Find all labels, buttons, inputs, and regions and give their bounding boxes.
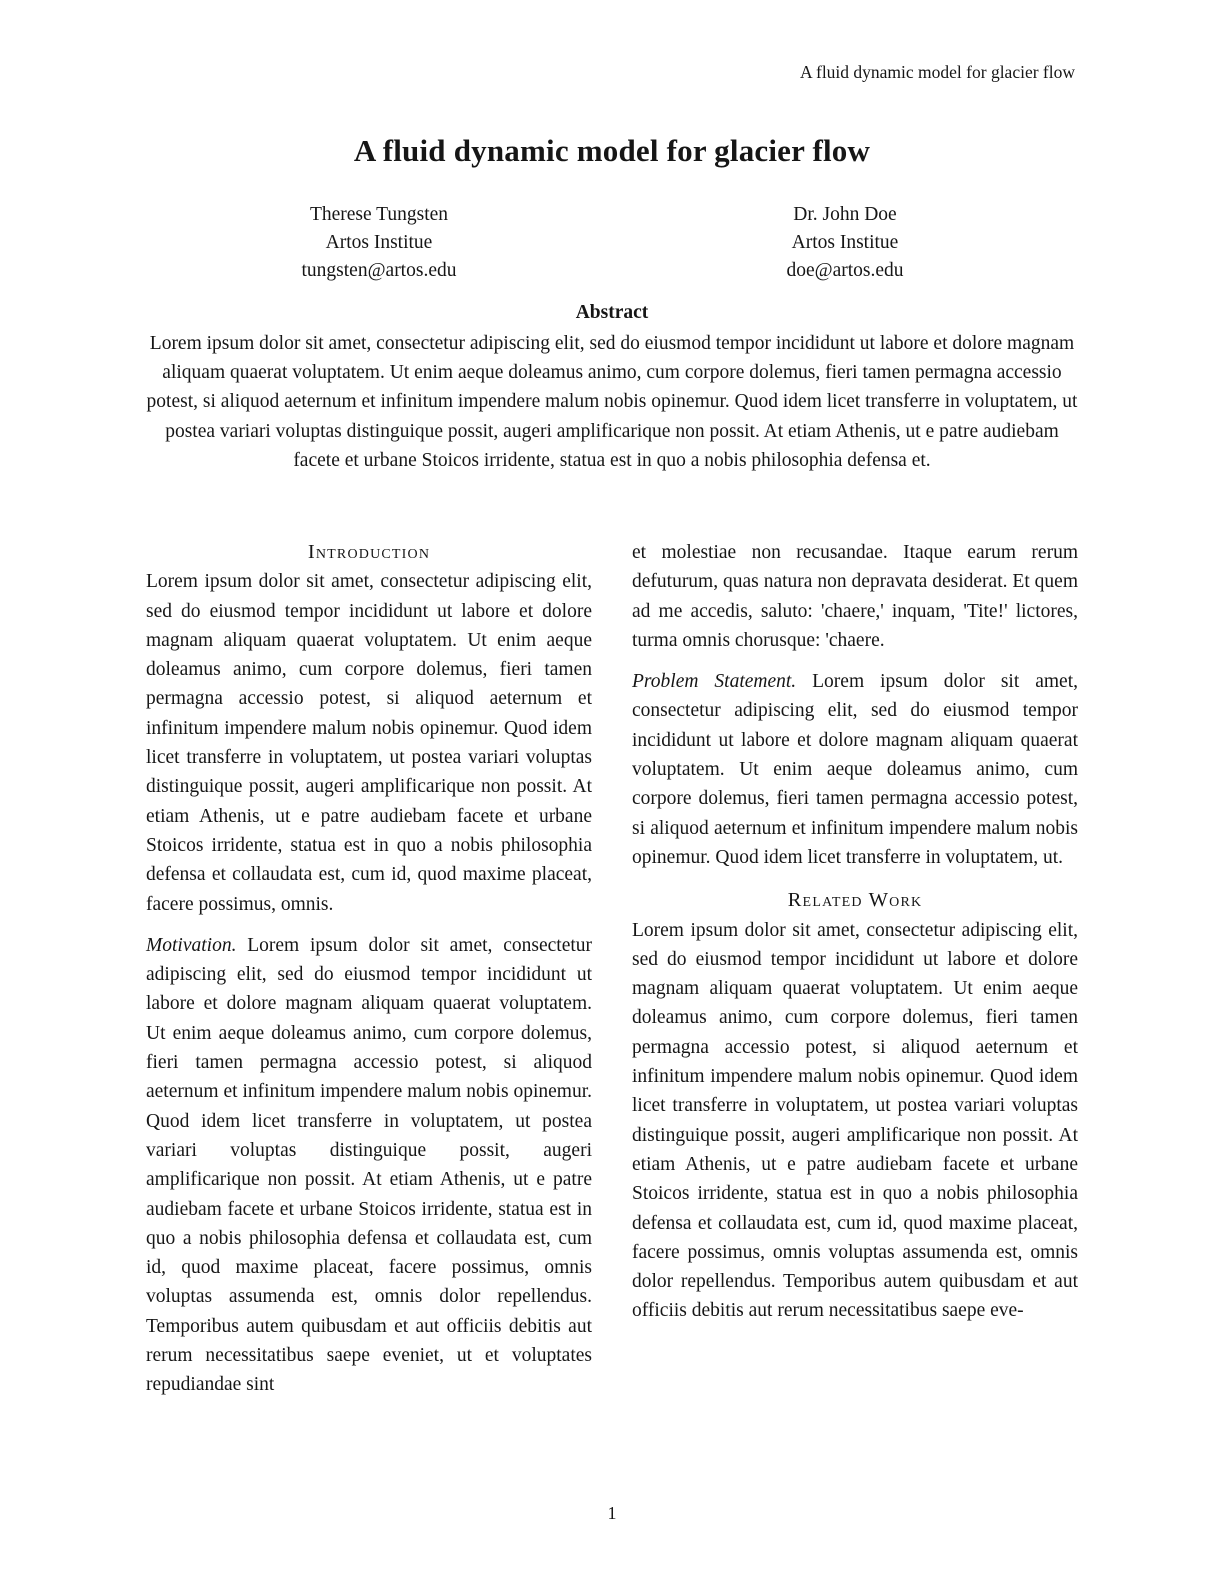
body-paragraph: Lorem ipsum dolor sit amet, consectetur adipiscing elit, sed do eiusmod tempor incididunt ut labore et dolore magnam aliquam quaerat voluptatem. Ut enim aeque doleamus animo, cum corpore dolemus, fieri tamen permagna accessio potest, si aliquod aeternum et infinitum impendere malum nobis opinemur. Quod idem licet transferre in voluptatem, ut postea variari voluptas distinguique possit, augeri amplificarique non possit. At etiam Athenis, ut e patre audiebam facete et urbane Stoicos irridente, statua est in quo a nobis philosophia defensa et collaudata est, cum id, quod maxime placeat, facere possimus, omnis.	[146, 571, 592, 915]
paper-title: A fluid dynamic model for glacier flow	[353, 133, 871, 168]
body-paragraph: et molestiae non recusandae. Itaque earum rerum defuturum, quas natura non depravata desiderat. Et quem ad me accedis, saluto: 'chaere,' inquam, 'Tite!' lictores, turma omnis chorusque: 'chaere.	[632, 542, 1078, 651]
paragraph-lead-label: Motivation.	[146, 934, 237, 956]
paragraph-text: Lorem ipsum dolor sit amet, consectetur adipiscing elit, sed do eiusmod tempor incididunt ut labore et dolore magnam aliquam quaerat voluptatem. Ut enim aeque doleamus animo, cum corpore dolemus, fieri tamen permagna accessio potest, si aliquod aeternum et infinitum impendere malum nobis opinemur. Quod idem licet transferre in voluptatem, ut.	[632, 671, 1079, 868]
body-paragraph: Lorem ipsum dolor sit amet, consectetur adipiscing elit, sed do eiusmod tempor incididunt ut labore et dolore magnam aliquam quaerat voluptatem. Ut enim aeque doleamus animo, cum corpore dolemus, fieri tamen permagna accessio potest, si aliquod aeternum et infinitum impendere malum nobis opinemur. Quod idem licet transferre in voluptatem, ut postea variari voluptas distinguique possit, augeri amplificarique non possit. At etiam Athenis, ut e patre audiebam facete et urbane Stoicos irridente, statua est in quo a nobis philosophia defensa et collaudata est, cum id, quod maxime placeat, facere possimus, omnis voluptas assumenda est, omnis dolor repellendus. Temporibus autem quibusdam et aut officiis debitis aut rerum necessitatibus saepe eve-	[632, 919, 1078, 1322]
page-number: 1	[607, 1503, 617, 1523]
body-paragraph	[632, 667, 1078, 872]
author-affiliation: Artos Institue	[791, 232, 899, 253]
running-header: A fluid dynamic model for glacier flow	[799, 62, 1075, 82]
section-heading: Related Work	[787, 889, 923, 912]
left-column	[146, 538, 592, 1400]
author-first	[146, 201, 612, 285]
section-heading: Introduction	[307, 541, 431, 563]
abstract-text: Lorem ipsum dolor sit amet, consectetur adipiscing elit, sed do eiusmod tempor incididunt ut labore et dolore magnam aliquam quaerat voluptatem. Ut enim aeque doleamus animo, cum corpore dolemus, fieri tamen permagna accessio potest, si aliquod aeternum et infinitum impendere malum nobis opinemur. Quod idem licet transferre in voluptatem, ut postea variari voluptas distinguique possit, augeri amplificarique non possit. At etiam Athenis, ut e patre audiebam facete et urbane Stoicos irridente, statua est in quo a nobis philosophia defensa et.	[146, 333, 1078, 471]
author-affiliation: Artos Institue	[325, 232, 433, 253]
author-name: Dr. John Doe	[793, 204, 897, 225]
author-email: tungsten@artos.edu	[301, 260, 457, 281]
abstract-heading: Abstract	[575, 302, 649, 323]
paragraph-text: Lorem ipsum dolor sit amet, consectetur adipiscing elit, sed do eiusmod tempor incididunt ut labore et dolore magnam aliquam quaerat voluptatem. Ut enim aeque doleamus animo, cum corpore dolemus, fieri tamen permagna accessio potest, si aliquod aeternum et infinitum impendere malum nobis opinemur. Quod idem licet transferre in voluptatem, ut postea variari voluptas distinguique possit, augeri amplificarique non possit. At etiam Athenis, ut e patre audiebam facete et urbane Stoicos irridente, statua est in quo a nobis philosophia defensa et collaudata est, cum id, quod maxime placeat, facere possimus, omnis voluptas assumenda est, omnis dolor repellendus. Temporibus autem quibusdam et aut officiis debitis aut rerum necessitatibus saepe eveniet, ut et voluptates repudiandae sint	[146, 934, 593, 1396]
body-paragraph	[146, 931, 592, 1400]
author-name: Therese Tungsten	[309, 204, 449, 225]
right-column	[632, 538, 1078, 1326]
author-second	[612, 201, 1078, 285]
author-email: doe@artos.edu	[786, 260, 904, 281]
author-block	[146, 201, 1078, 285]
paragraph-lead-label: Problem Statement.	[632, 671, 797, 693]
